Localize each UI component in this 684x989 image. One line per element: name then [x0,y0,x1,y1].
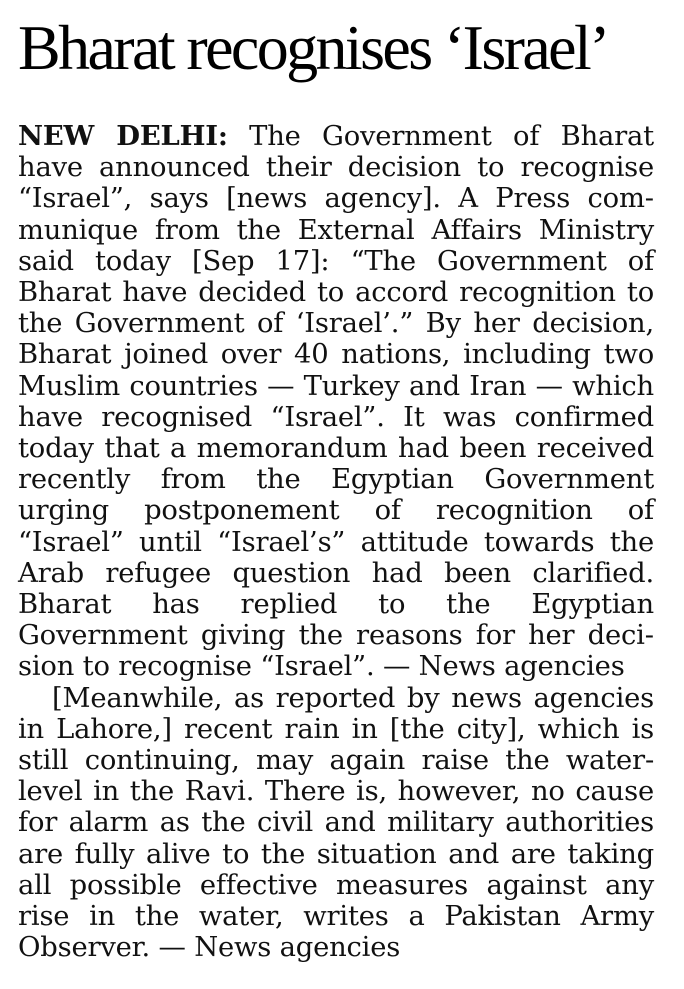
dateline: NEW DELHI: [18,120,228,152]
article-body [18,121,654,963]
paragraph-1 [18,121,654,683]
paragraph-2-text: [Meanwhile, as reported by news agencies in Lahore,] recent rain in [the city], which is still continuing, may again raise the water-level in the Ravi. There is, however, no cause for alarm as the civil and military authorities are fully alive to the situation and are taking all possible effective measures against any rise in the water, writes a Pakistan Army Observer. — News agencies [18,682,654,964]
headline: Bharat recognises ‘Israel’ [18,12,608,83]
news-article [18,10,654,963]
paragraph-1-text: The Government of Bharat have announced their decision to recognise “Israel”, says [news agency]. A Press communique from the External Affairs Ministry said today [Sep 17]: “The Government of Bharat have decided to accord recognition to the Government of ‘Israel’.” By her decision, Bharat joined over 40 nations, including two Muslim countries — Turkey and Iran — which have recognised “Israel”. It was confirmed today that a memorandum had been received recently from the Egyptian Government urging postponement of recognition of “Israel” until “Israel’s” attitude towards the Arab refugee question had been clarified. Bharat has replied to the Egyptian Government giving the reasons for her decision to recognise “Israel”. — News agencies [18,121,654,683]
paragraph-2 [18,683,654,964]
